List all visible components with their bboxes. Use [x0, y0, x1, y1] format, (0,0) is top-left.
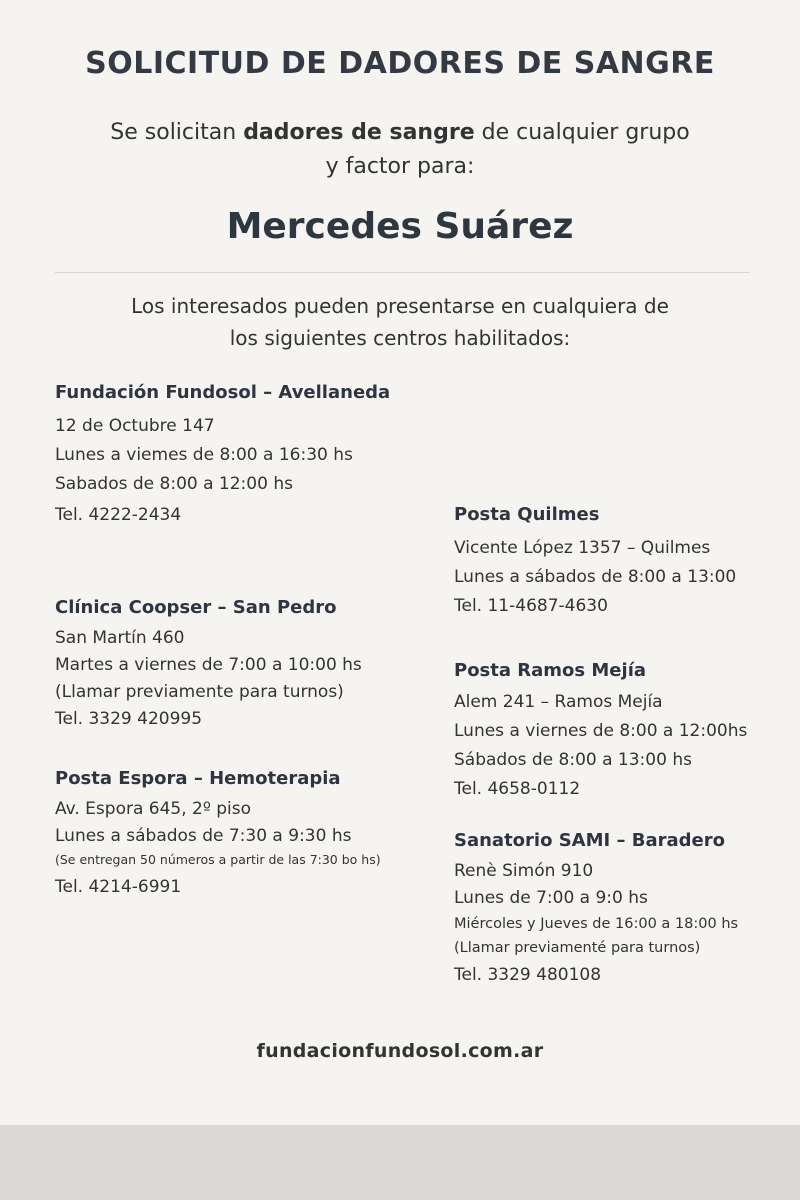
intro-prefix: Se solicitan: [110, 120, 244, 145]
intro-text: [60, 116, 740, 184]
center-note: (Se entregan 50 números a partir de las 7:30 bo hs): [55, 852, 381, 867]
centers-intro-line1: Los interesados pueden presentarse en cualquiera de: [131, 294, 669, 318]
center-coopser-san-pedro: [55, 595, 362, 733]
page-title: SOLICITUD DE DADORES DE SANGRE: [85, 46, 715, 81]
intro-suffix: de cualquier grupo: [474, 120, 690, 145]
center-name: Clínica Coopser – San Pedro: [55, 597, 337, 618]
center-address: Renè Simón 910: [454, 861, 594, 881]
center-name: Posta Ramos Mejía: [454, 660, 647, 681]
intro-line2: y factor para:: [325, 154, 475, 179]
website-link[interactable]: fundacionfundosol.com.ar: [256, 1040, 544, 1062]
intro-bold: dadores de sangre: [243, 120, 475, 145]
divider: [55, 272, 750, 273]
footer-band: [0, 1125, 800, 1200]
center-posta-ramos-mejia: [454, 658, 747, 804]
center-address: Alem 241 – Ramos Mejía: [454, 692, 663, 712]
center-tel[interactable]: Tel. 4222-2434: [55, 505, 182, 525]
center-hours: Lunes a sábados de 7:30 a 9:30 hs: [55, 826, 352, 846]
center-sanatorio-sami: [454, 828, 738, 989]
center-note: (Llamar previamenté para turnos): [454, 940, 701, 956]
center-name: Sanatorio SAMI – Baradero: [454, 830, 725, 851]
center-name: Fundación Fundosol – Avellaneda: [55, 382, 391, 403]
center-hours: Sabados de 8:00 a 12:00 hs: [55, 474, 293, 494]
center-hours: Lunes a sábados de 8:00 a 13:00: [454, 567, 737, 587]
center-tel[interactable]: Tel. 11-4687-4630: [454, 596, 608, 616]
center-tel[interactable]: Tel. 4214-6991: [55, 877, 182, 897]
center-posta-quilmes: [454, 502, 736, 621]
patient-name: Mercedes Suárez: [226, 206, 574, 247]
center-address: 12 de Octubre 147: [55, 416, 215, 436]
center-hours: Martes a viernes de 7:00 a 10:00 hs: [55, 655, 362, 675]
center-address: Av. Espora 645, 2º piso: [55, 799, 252, 819]
center-tel[interactable]: Tel. 3329 480108: [454, 965, 602, 985]
center-address: San Martín 460: [55, 628, 185, 648]
center-address: Vicente López 1357 – Quilmes: [454, 538, 711, 558]
center-tel[interactable]: Tel. 4658-0112: [454, 779, 581, 799]
center-posta-espora: [55, 766, 381, 901]
center-hours: Sábados de 8:00 a 13:00 hs: [454, 750, 692, 770]
center-name: Posta Quilmes: [454, 504, 600, 525]
center-hours: Lunes a viernes de 8:00 a 12:00hs: [454, 721, 748, 741]
centers-intro-line2: los siguientes centros habilitados:: [229, 326, 571, 350]
center-name: Posta Espora – Hemoterapia: [55, 768, 341, 789]
center-hours: Lunes a viemes de 8:00 a 16:30 hs: [55, 445, 353, 465]
center-tel[interactable]: Tel. 3329 420995: [55, 709, 203, 729]
centers-intro: [60, 290, 740, 354]
center-fundosol-avellaneda: [55, 380, 390, 530]
center-hours: Lunes de 7:00 a 9:0 hs: [454, 888, 648, 908]
center-hours: Miércoles y Jueves de 16:00 a 18:00 hs: [454, 916, 739, 932]
center-note: (Llamar previamente para turnos): [55, 682, 344, 702]
